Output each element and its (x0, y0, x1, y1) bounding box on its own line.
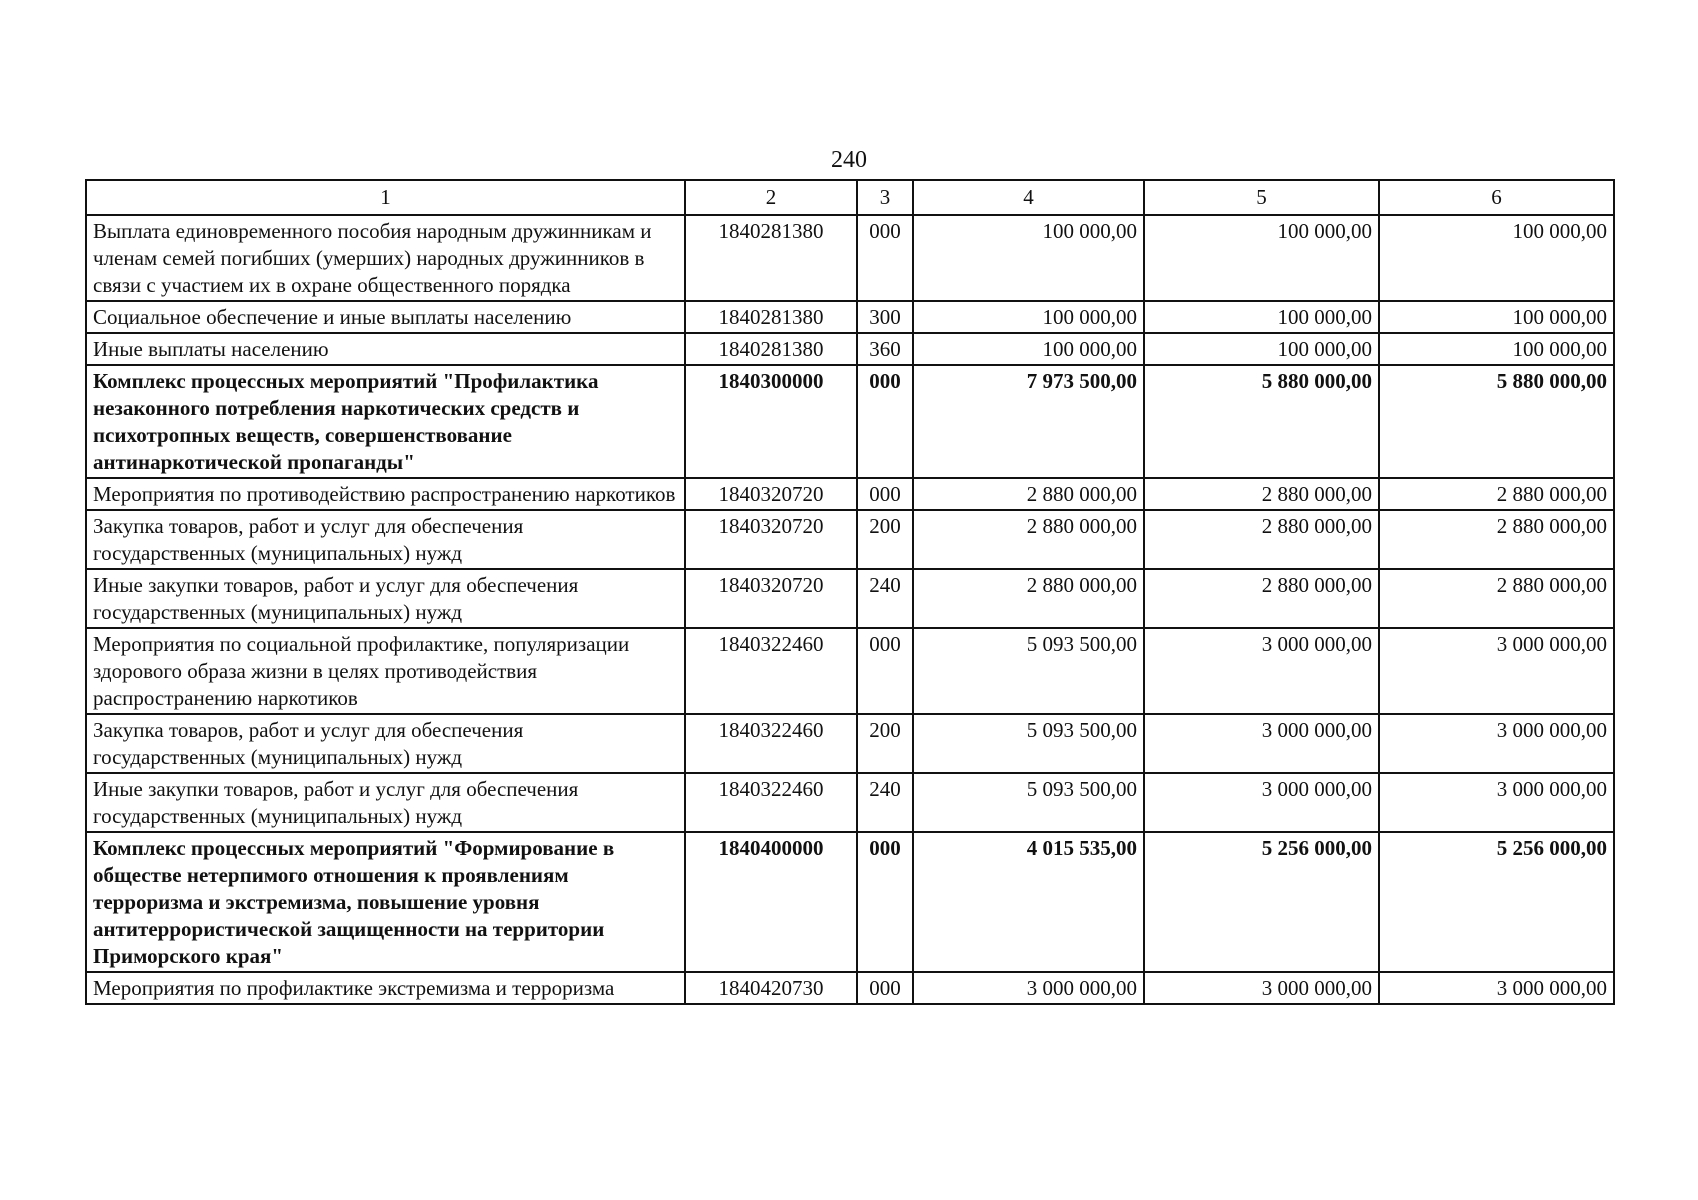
row-amount-col4-cell: 5 093 500,00 (913, 714, 1144, 773)
row-amount-col4-cell: 5 093 500,00 (913, 628, 1144, 714)
row-amount-col4-cell: 5 093 500,00 (913, 773, 1144, 832)
row-type-cell: 000 (857, 365, 913, 478)
row-amount-col6-cell: 3 000 000,00 (1379, 773, 1614, 832)
row-code-cell: 1840281380 (685, 333, 857, 365)
row-name-cell: Мероприятия по противодействию распространению наркотиков (86, 478, 685, 510)
row-amount-col4-cell: 2 880 000,00 (913, 569, 1144, 628)
row-name-cell: Закупка товаров, работ и услуг для обеспечения государственных (муниципальных) нужд (86, 510, 685, 569)
table-row (86, 773, 1614, 832)
row-amount-col5-cell: 3 000 000,00 (1144, 972, 1379, 1004)
row-type-cell: 200 (857, 510, 913, 569)
table-row (86, 510, 1614, 569)
row-type-cell: 000 (857, 972, 913, 1004)
row-code-cell: 1840320720 (685, 569, 857, 628)
header-row (86, 180, 1614, 215)
row-name-cell: Иные закупки товаров, работ и услуг для обеспечения государственных (муниципальных) нужд (86, 773, 685, 832)
budget-table (85, 179, 1615, 1005)
column-header: 3 (857, 180, 913, 215)
column-header: 2 (685, 180, 857, 215)
row-amount-col6-cell: 100 000,00 (1379, 215, 1614, 301)
row-name-cell: Социальное обеспечение и иные выплаты населению (86, 301, 685, 333)
row-amount-col5-cell: 2 880 000,00 (1144, 478, 1379, 510)
row-type-cell: 240 (857, 773, 913, 832)
row-amount-col5-cell: 2 880 000,00 (1144, 510, 1379, 569)
row-code-cell: 1840281380 (685, 215, 857, 301)
row-name-cell: Иные выплаты населению (86, 333, 685, 365)
row-amount-col4-cell: 2 880 000,00 (913, 510, 1144, 569)
row-code-cell: 1840400000 (685, 832, 857, 972)
row-amount-col6-cell: 3 000 000,00 (1379, 628, 1614, 714)
table-row (86, 301, 1614, 333)
row-amount-col6-cell: 2 880 000,00 (1379, 569, 1614, 628)
row-amount-col6-cell: 5 256 000,00 (1379, 832, 1614, 972)
row-code-cell: 1840322460 (685, 773, 857, 832)
row-name-cell: Мероприятия по социальной профилактике, популяризации здорового образа жизни в целях противодействия распространению наркотиков (86, 628, 685, 714)
table-row (86, 972, 1614, 1004)
column-header: 1 (86, 180, 685, 215)
row-type-cell: 000 (857, 832, 913, 972)
row-name-cell: Мероприятия по профилактике экстремизма и терроризма (86, 972, 685, 1004)
row-amount-col6-cell: 3 000 000,00 (1379, 714, 1614, 773)
row-amount-col5-cell: 5 880 000,00 (1144, 365, 1379, 478)
row-name-cell: Иные закупки товаров, работ и услуг для обеспечения государственных (муниципальных) нужд (86, 569, 685, 628)
table-row (86, 628, 1614, 714)
row-name-cell: Выплата единовременного пособия народным дружинникам и членам семей погибших (умерших) народных дружинников в связи с участием их в охране общественного порядка (86, 215, 685, 301)
row-code-cell: 1840281380 (685, 301, 857, 333)
row-code-cell: 1840320720 (685, 478, 857, 510)
row-amount-col4-cell: 100 000,00 (913, 215, 1144, 301)
row-amount-col5-cell: 3 000 000,00 (1144, 714, 1379, 773)
row-amount-col5-cell: 3 000 000,00 (1144, 628, 1379, 714)
row-code-cell: 1840300000 (685, 365, 857, 478)
row-type-cell: 000 (857, 478, 913, 510)
row-type-cell: 240 (857, 569, 913, 628)
column-header: 6 (1379, 180, 1614, 215)
row-type-cell: 000 (857, 215, 913, 301)
row-amount-col4-cell: 7 973 500,00 (913, 365, 1144, 478)
table-row (86, 365, 1614, 478)
row-type-cell: 200 (857, 714, 913, 773)
row-amount-col6-cell: 3 000 000,00 (1379, 972, 1614, 1004)
page-number: 240 (831, 147, 867, 173)
row-type-cell: 000 (857, 628, 913, 714)
table-header (86, 180, 1614, 215)
column-header: 5 (1144, 180, 1379, 215)
row-amount-col6-cell: 100 000,00 (1379, 333, 1614, 365)
table-row (86, 569, 1614, 628)
table-row (86, 478, 1614, 510)
row-amount-col4-cell: 2 880 000,00 (913, 478, 1144, 510)
row-code-cell: 1840322460 (685, 714, 857, 773)
row-code-cell: 1840420730 (685, 972, 857, 1004)
row-type-cell: 360 (857, 333, 913, 365)
row-code-cell: 1840322460 (685, 628, 857, 714)
row-name-cell: Комплекс процессных мероприятий "Формирование в обществе нетерпимого отношения к проявлениям терроризма и экстремизма, повышение уровня антитеррористической защищенности на территории Приморского края" (86, 832, 685, 972)
column-header: 4 (913, 180, 1144, 215)
row-amount-col5-cell: 100 000,00 (1144, 301, 1379, 333)
row-amount-col5-cell: 100 000,00 (1144, 215, 1379, 301)
table-body (86, 215, 1614, 1004)
row-amount-col5-cell: 3 000 000,00 (1144, 773, 1379, 832)
row-amount-col4-cell: 4 015 535,00 (913, 832, 1144, 972)
row-code-cell: 1840320720 (685, 510, 857, 569)
row-name-cell: Закупка товаров, работ и услуг для обеспечения государственных (муниципальных) нужд (86, 714, 685, 773)
row-amount-col6-cell: 2 880 000,00 (1379, 510, 1614, 569)
row-amount-col5-cell: 100 000,00 (1144, 333, 1379, 365)
row-amount-col5-cell: 5 256 000,00 (1144, 832, 1379, 972)
table-row (86, 215, 1614, 301)
table-row (86, 832, 1614, 972)
row-type-cell: 300 (857, 301, 913, 333)
row-amount-col6-cell: 100 000,00 (1379, 301, 1614, 333)
row-name-cell: Комплекс процессных мероприятий "Профилактика незаконного потребления наркотических средств и психотропных веществ, совершенствование антинаркотической пропаганды" (86, 365, 685, 478)
row-amount-col6-cell: 2 880 000,00 (1379, 478, 1614, 510)
table-row (86, 714, 1614, 773)
row-amount-col4-cell: 100 000,00 (913, 333, 1144, 365)
row-amount-col4-cell: 3 000 000,00 (913, 972, 1144, 1004)
row-amount-col6-cell: 5 880 000,00 (1379, 365, 1614, 478)
row-amount-col4-cell: 100 000,00 (913, 301, 1144, 333)
table-row (86, 333, 1614, 365)
row-amount-col5-cell: 2 880 000,00 (1144, 569, 1379, 628)
